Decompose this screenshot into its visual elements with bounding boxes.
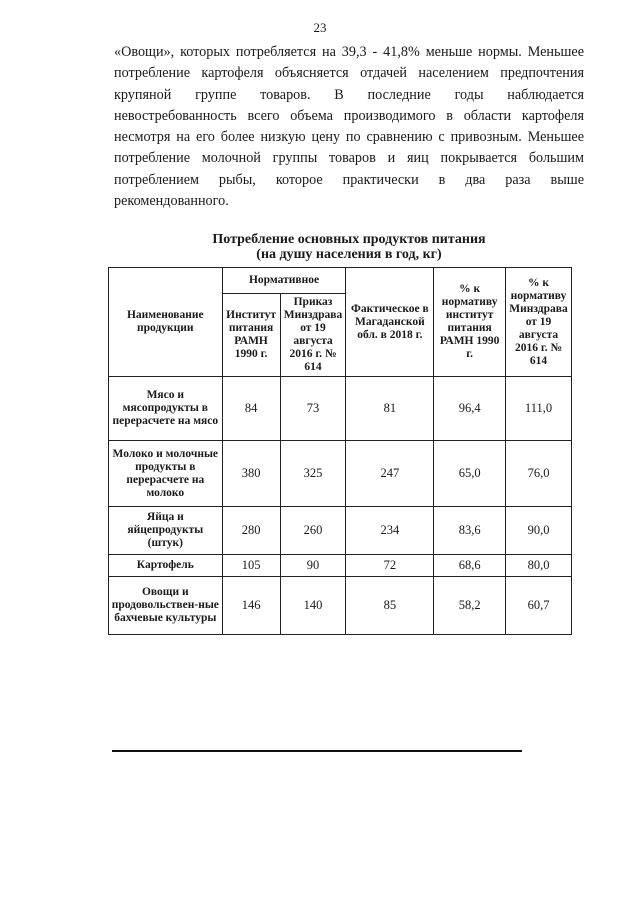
cell-pct-ramn: 58,2 xyxy=(434,577,506,635)
table-row xyxy=(109,441,572,507)
header-pct-minzdrav: % к нормативу Минздрава от 19 августа 2016 г. № 614 xyxy=(506,268,572,377)
header-norm-minzdrav: Приказ Минздрава от 19 августа 2016 г. № 614 xyxy=(280,294,346,377)
cell-actual: 72 xyxy=(346,555,434,577)
paragraph-line: несмотря на его более низкую цену по сравнению с привозным. Меньшее xyxy=(114,129,584,146)
cell-norm-ramn: 84 xyxy=(222,377,280,441)
paragraph-line: «Овощи», которых потребляется на 39,3 - 41,8% меньше нормы. Меньшее xyxy=(114,44,584,60)
page-number: 23 xyxy=(313,20,327,35)
cell-norm-ramn: 280 xyxy=(222,507,280,555)
table-title-line: Потребление основных продуктов питания xyxy=(212,232,486,247)
cell-actual: 81 xyxy=(346,377,434,441)
cell-norm-minzdrav: 90 xyxy=(280,555,346,577)
cell-pct-ramn: 83,6 xyxy=(434,507,506,555)
cell-norm-minzdrav: 260 xyxy=(280,507,346,555)
paragraph-line: потреблением рыбы, которое практически в два раза выше xyxy=(114,171,584,188)
table-row xyxy=(109,377,572,441)
header-product: Наименование продукции xyxy=(109,268,223,377)
cell-actual: 234 xyxy=(346,507,434,555)
paragraph-line: крупяной группе товаров. В последние годы наблюдается xyxy=(114,86,584,103)
cell-product-name: Картофель xyxy=(109,555,223,577)
cell-pct-minzdrav: 76,0 xyxy=(506,441,572,507)
body-paragraph xyxy=(114,42,584,212)
cell-norm-minzdrav: 73 xyxy=(280,377,346,441)
header-actual: Фактическое в Магаданской обл. в 2018 г. xyxy=(346,268,434,377)
cell-product-name: Мясо и мясопродукты в перерасчете на мясо xyxy=(109,377,223,441)
cell-pct-minzdrav: 80,0 xyxy=(506,555,572,577)
cell-product-name: Овощи и продовольствен-ные бахчевые культуры xyxy=(109,577,223,635)
paragraph-line: потребление молочной группы товаров и яиц покрывается большим xyxy=(114,150,584,167)
cell-pct-minzdrav: 60,7 xyxy=(506,577,572,635)
header-pct-ramn: % к нормативу институт питания РАМН 1990 г. xyxy=(434,268,506,377)
cell-norm-ramn: 380 xyxy=(222,441,280,507)
cell-pct-minzdrav: 90,0 xyxy=(506,507,572,555)
paragraph-line: потребление картофеля объясняется отдачей населением предпочтения xyxy=(114,65,584,82)
header-normative: Нормативное xyxy=(222,268,346,294)
paragraph-line: рекомендованного. xyxy=(114,193,229,210)
cell-product-name: Яйца и яйцепродукты (штук) xyxy=(109,507,223,555)
cell-pct-ramn: 65,0 xyxy=(434,441,506,507)
cell-norm-minzdrav: 325 xyxy=(280,441,346,507)
cell-norm-ramn: 105 xyxy=(222,555,280,577)
cell-norm-ramn: 146 xyxy=(222,577,280,635)
cell-pct-ramn: 96,4 xyxy=(434,377,506,441)
table-row xyxy=(109,555,572,577)
cell-pct-minzdrav: 111,0 xyxy=(506,377,572,441)
cell-actual: 85 xyxy=(346,577,434,635)
cell-actual: 247 xyxy=(346,441,434,507)
table-row xyxy=(109,577,572,635)
cell-product-name: Молоко и молочные продукты в перерасчете на молоко xyxy=(109,441,223,507)
header-norm-ramn: Институт питания РАМН 1990 г. xyxy=(222,294,280,377)
table-subtitle-line: (на душу населения в год, кг) xyxy=(256,247,442,262)
cell-norm-minzdrav: 140 xyxy=(280,577,346,635)
table-row xyxy=(109,507,572,555)
paragraph-line: невостребованность всего объема производимого в области картофеля xyxy=(114,107,584,124)
consumption-table xyxy=(108,267,572,635)
footer-rule xyxy=(112,750,522,752)
table-title xyxy=(114,232,584,262)
cell-pct-ramn: 68,6 xyxy=(434,555,506,577)
